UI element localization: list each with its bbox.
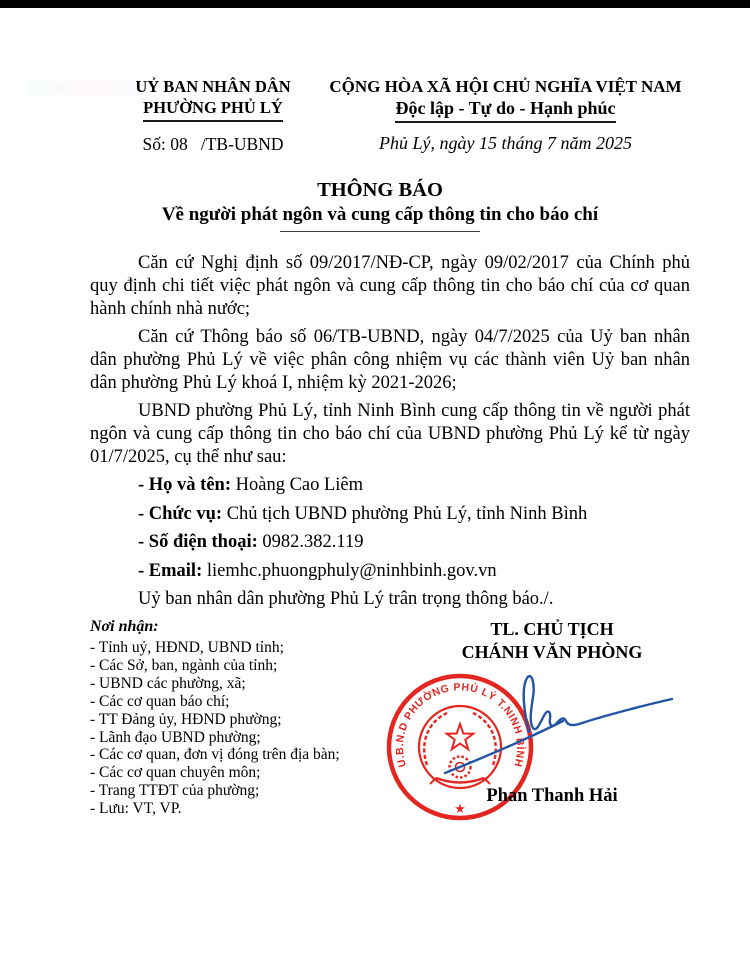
detail-position-value: Chủ tịch UBND phường Phủ Lý, tỉnh Ninh Bình <box>226 503 588 524</box>
place-and-date: Phủ Lý, ngày 15 tháng 7 năm 2025 <box>379 133 632 153</box>
recipient-item: - Các cơ quan báo chí; <box>90 692 230 710</box>
signer-authority: TL. CHỦ TỊCH <box>490 619 614 639</box>
stamp-ring-text: U.B.N.D PHƯỜNG PHỦ LÝ T.NINH BÌNH <box>393 681 527 769</box>
recipient-item: - Lưu: VT, VP. <box>90 800 182 818</box>
recipient-item: - Lãnh đạo UBND phường; <box>90 728 261 746</box>
document-title-block <box>75 179 685 232</box>
detail-name-value: Hoàng Cao Liêm <box>235 475 364 495</box>
recipient-item: - UBND các phường, xã; <box>90 674 246 692</box>
recipient-item: - Các cơ quan chuyên môn; <box>90 764 261 782</box>
national-motto-line1: CỘNG HÒA XÃ HỘI CHỦ NGHĨA VIỆT NAM <box>329 77 682 96</box>
closing-line: Uỷ ban nhân dân phường Phủ Lý trân trọng thông báo./. <box>138 589 554 609</box>
title-divider <box>280 231 480 232</box>
recipient-item: - TT Đảng ủy, HĐND phường; <box>90 710 282 728</box>
detail-phone-value: 0982.382.119 <box>262 532 364 552</box>
national-motto-line2: Độc lập - Tự do - Hạnh phúc <box>318 97 693 123</box>
recipients-block <box>90 617 390 818</box>
signer-name: Phan Thanh Hải <box>486 786 618 806</box>
agency-name-line1: UỶ BAN NHÂN DÂN <box>135 77 291 96</box>
agency-name-line2: PHƯỜNG PHỦ LÝ <box>98 97 328 122</box>
detail-name: - Họ và tên: Hoàng Cao Liêm <box>138 475 364 495</box>
document-title: THÔNG BÁO <box>317 179 443 201</box>
detail-email-value: liemhc.phuongphuly@ninhbinh.gov.vn <box>206 560 497 581</box>
recipient-item: - Tỉnh uỷ, HĐND, UBND tỉnh; <box>90 639 284 656</box>
detail-position: - Chức vụ: Chủ tịch UBND phường Phủ Lý, tỉnh Ninh Bình <box>138 503 588 524</box>
national-header-block <box>318 76 693 123</box>
document-number: Số: 08 /TB-UBND <box>142 134 284 154</box>
recipient-item: - Các Sở, ban, ngành của tỉnh; <box>90 656 278 674</box>
paragraph: UBND phường Phủ Lý, tỉnh Ninh Bình cung cấp thông tin về người phát ngôn và cung cấp thông tin cho báo chí của UBND phường Phủ Lý kể từ ngày 01/7/2025, cụ thể như sau: <box>90 401 690 467</box>
scan-edge-artifact <box>0 0 750 8</box>
document-body <box>90 252 690 616</box>
recipient-item: - Trang TTĐT của phường; <box>90 782 260 800</box>
recipient-item: - Các cơ quan, đơn vị đóng trên địa bàn; <box>90 746 340 764</box>
detail-email: - Email: liemhc.phuongphuly@ninhbinh.gov.vn <box>138 560 497 581</box>
signer-role: CHÁNH VĂN PHÒNG <box>461 642 643 662</box>
paragraph: Căn cứ Nghị định số 09/2017/NĐ-CP, ngày 09/02/2017 của Chính phủ quy định chi tiết việc phát ngôn và cung cấp thông tin cho báo chí của cơ quan hành chính nhà nước; <box>90 253 690 319</box>
stamp-bottom-star: ★ <box>454 801 466 816</box>
handwritten-signature <box>420 655 690 795</box>
signature-ink-graphic <box>420 655 690 795</box>
recipients-heading: Nơi nhận: <box>90 618 159 635</box>
document-subtitle: Về người phát ngôn và cung cấp thông tin cho báo chí <box>161 204 599 225</box>
paragraph: Căn cứ Thông báo số 06/TB-UBND, ngày 04/7/2025 của Uỷ ban nhân dân phường Phủ Lý về việc phân công nhiệm vụ các thành viên Uỷ ban nhân dân phường Phủ Lý khoá I, nhiệm kỳ 2021-2026; <box>90 327 690 393</box>
issuing-agency-block <box>98 76 328 122</box>
detail-phone: - Số điện thoại: 0982.382.119 <box>138 532 364 552</box>
